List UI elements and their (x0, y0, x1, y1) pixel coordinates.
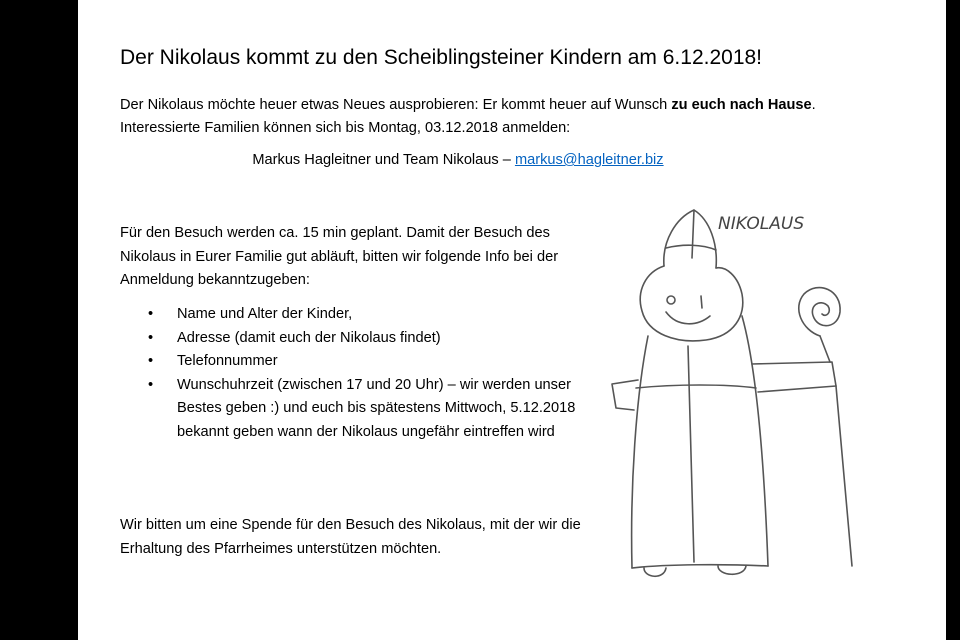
contact-name: Markus Hagleitner und Team Nikolaus – (252, 152, 515, 168)
list-item (120, 374, 590, 445)
list-item (120, 327, 590, 351)
info-list (120, 303, 590, 444)
intro-text-end: . Interessierte Familien können sich bis Montag, 03.12.2018 anmelden: (120, 97, 816, 136)
contact-email-link[interactable]: markus@hagleitner.biz (514, 152, 664, 168)
intro-text: Der Nikolaus möchte heuer etwas Neues ausprobieren: Er kommt heuer auf Wunsch (120, 97, 672, 113)
bullet-icon: • (148, 329, 154, 346)
nikolaus-drawing-icon (606, 196, 896, 586)
contact-line (78, 152, 838, 168)
intro-paragraph (120, 94, 840, 140)
list-item (120, 350, 590, 374)
bullet-icon: • (148, 376, 154, 393)
list-item-text: Adresse (damit euch der Nikolaus findet) (177, 329, 441, 346)
list-item-text: Wunschuhrzeit (zwischen 17 und 20 Uhr) – wir werden unser Bestes geben :) und euch bis spätestens Mittwoch, 5.12.2018 bekannt geben wann der Nikolaus ungefähr eintreffen wird (177, 376, 576, 440)
list-item-text: Name und Alter der Kinder, (177, 306, 353, 322)
list-item-text: Telefonnummer (177, 353, 278, 369)
donation-paragraph: Wir bitten um eine Spende für den Besuch des Nikolaus, mit der wir die Erhaltung des Pfarrheimes unterstützen möchten. (120, 517, 581, 557)
drawing-label: NIKOLAUS (718, 214, 805, 234)
document-page (78, 0, 946, 640)
list-item (120, 303, 590, 327)
intro-bold-text: zu euch nach Hause (671, 97, 812, 113)
document-title: Der Nikolaus kommt zu den Scheiblingsteiner Kindern am 6.12.2018! (120, 46, 763, 69)
bullet-icon: • (148, 353, 154, 369)
bullet-icon: • (148, 306, 154, 322)
visit-paragraph: Für den Besuch werden ca. 15 min geplant. Damit der Besuch des Nikolaus in Eurer Familie gut abläuft, bitten wir folgende Info bei der Anmeldung bekanntzugeben: (120, 225, 559, 288)
